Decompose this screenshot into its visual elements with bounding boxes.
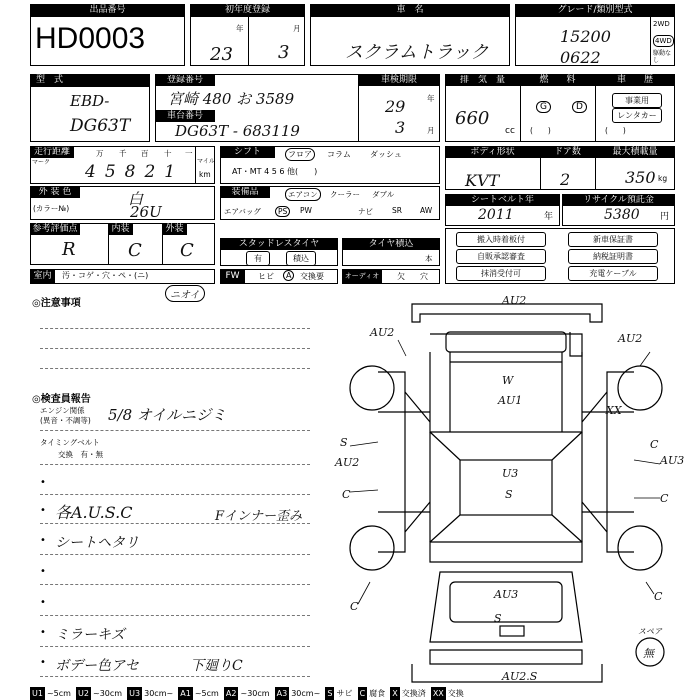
grade-2wd: 2WD [653, 20, 670, 28]
mark-c-right-1: C [660, 492, 669, 505]
model-line2: DG63T [70, 116, 131, 136]
spare-value: 無 [643, 647, 654, 660]
mark-s-left: S [340, 436, 348, 449]
interior-items: 汚・コゲ・穴・ペ・(ニ) [62, 271, 149, 280]
grade-4wd: 4WD [655, 37, 672, 45]
history-business: 事業用 [612, 93, 662, 108]
first-reg-label: 初年度登録 [190, 4, 305, 16]
inspector-extra-2: 下廻りC [190, 658, 243, 674]
legend-a1: A1 ~5cm [180, 689, 219, 698]
equipment-label: 装備品 [220, 186, 270, 198]
inspector-line-6: ミラーキズ [55, 627, 125, 643]
doc-3: 自販承認審査 [456, 249, 546, 264]
fuel-g: G [536, 101, 551, 113]
legend-x: X 交換済 [392, 689, 426, 698]
interior-note: ニオイ [165, 285, 205, 302]
mark-rear-s: S [494, 612, 502, 625]
car-name-label: 車 名 [310, 4, 510, 16]
exterior-label: 外装 [162, 223, 187, 235]
color-code: 26U [130, 203, 162, 221]
model-label: 型 式 [30, 74, 150, 86]
interior-row-label: 室内 [30, 269, 55, 283]
history-label: 車 歴 [595, 74, 675, 86]
audio-label: オーディオ [342, 269, 382, 283]
body-label: ボディ形状 [445, 146, 540, 158]
mark-bumper: AU2.S [502, 670, 538, 683]
notes-label: ◎注意事項 [32, 298, 81, 309]
mark-c-right-2: C [654, 590, 663, 603]
mark-right-panel: AU3 [660, 454, 685, 467]
history-rental: レンタカー [612, 108, 662, 123]
mark-w: W [502, 374, 514, 387]
legend-c: C 腐食 [359, 689, 386, 698]
color-box [30, 186, 215, 220]
doc-1: 搬入時着板付 [456, 232, 546, 247]
grade-label: グレード/類別型式 [515, 4, 675, 16]
mark-rear: AU3 [494, 588, 519, 601]
color-label: 外 装 色 [30, 186, 80, 198]
legend-u3: U3 30cm~ [129, 689, 174, 698]
first-reg-year: 23 [210, 44, 233, 65]
doors-value: 2 [560, 170, 571, 189]
model-line1: EBD- [70, 92, 110, 110]
mark-bed: U3 [502, 467, 519, 480]
color-value: 白 [128, 190, 144, 208]
vehicle-diagram [320, 292, 700, 686]
inspector-label: ◎検査員報告 [32, 394, 91, 405]
studless-box [220, 238, 338, 266]
legend-a3: A3 30cm~ [276, 689, 321, 698]
legend-s: S サビ [327, 689, 353, 698]
tire-label: タイヤ積込 [342, 238, 440, 250]
inspection-year: 29 [385, 97, 406, 116]
mark-xx: XX [606, 404, 622, 417]
doc-4: 納税証明書 [568, 249, 658, 264]
score-overall: R [62, 239, 76, 260]
inspector-line-7: ボデー色アセ [55, 658, 139, 674]
mark-c-left-1: C [342, 488, 351, 501]
recycle-value: 5380 [604, 207, 640, 223]
inspector-line-2: 各A.U.S.C [55, 503, 133, 522]
shift-type: AT・MT 4 5 6 他( ) [232, 167, 318, 176]
engine-note: 5/8 オイルニジミ [108, 406, 227, 424]
score-exterior: C [180, 240, 194, 261]
mark-front-right: AU2 [618, 332, 643, 345]
lot-number: HD0003 [35, 22, 146, 55]
recycle-label: リサイクル預託金 [562, 194, 675, 206]
mileage-label: 走行距離 [30, 146, 74, 158]
score-label: 参考評価点 [30, 223, 80, 235]
inspector-extra-1: Fインナー歪み [215, 509, 303, 524]
score-interior: C [128, 240, 142, 261]
interior-label: 内装 [108, 223, 133, 235]
doors-label: ドア数 [540, 146, 595, 158]
shift-floor: フロア [285, 148, 315, 161]
body-value: KVT [465, 171, 500, 190]
legend-u1: U1 ~5cm [32, 689, 71, 698]
displacement-label: 排 気 量 [445, 74, 520, 86]
shift-column: コラム [327, 150, 351, 159]
lot-label: 出品番号 [30, 4, 185, 16]
mark-roof: AU2 [502, 294, 527, 307]
grade-none: 駆動なし [653, 50, 672, 64]
seatbelt-value: 2011 [478, 207, 514, 223]
chassis-label: 車台番号 [155, 110, 215, 122]
capacity-value: 350 [625, 168, 656, 187]
reg-no-label: 登録番号 [155, 74, 215, 86]
capacity-label: 最大積載量 [595, 146, 675, 158]
mark-c-right: C [650, 438, 659, 451]
grade-value-1: 15200 [560, 27, 611, 46]
mark-cab: AU1 [498, 394, 523, 407]
mark-bed-s: S [505, 488, 513, 501]
mark-front-left: AU2 [370, 326, 395, 339]
studless-load: 積込 [286, 251, 316, 266]
fuel-label: 燃 料 [520, 74, 595, 86]
doc-2: 新車保証書 [568, 232, 658, 247]
legend-u2: U2 ~30cm [78, 689, 123, 698]
studless-yes: 有 [246, 251, 270, 266]
mark-c-left-2: C [350, 600, 359, 613]
fuel-d: D [572, 101, 587, 113]
grade-value-2: 0622 [560, 48, 601, 67]
shift-dash: ダッシュ [370, 150, 402, 159]
inspector-line-3: シートヘタリ [55, 535, 139, 551]
inspection-month: 3 [395, 118, 406, 137]
reg-no: 宮崎 480 お 3589 [168, 90, 295, 108]
legend-xx: XX 交換 [432, 689, 464, 698]
fw-label: FW [220, 269, 245, 283]
legend [30, 687, 700, 700]
mark-left-panel: AU2 [335, 456, 360, 469]
shift-label: シフト [220, 146, 275, 158]
chassis-no: DG63T - 683119 [175, 122, 300, 140]
inspection-label: 車検期限 [358, 74, 440, 86]
legend-a2: A2 ~30cm [225, 689, 270, 698]
mileage-value: 45821 [85, 162, 185, 182]
doc-5: 抹消受付可 [456, 266, 546, 281]
first-reg-month: 3 [278, 42, 290, 63]
seatbelt-label: シートベルト年 [445, 194, 560, 206]
spare-label: スペア [638, 627, 662, 636]
car-name: スクラムトラック [345, 42, 489, 63]
displacement-value: 660 [455, 108, 490, 129]
studless-label: スタッドレスタイヤ [220, 238, 338, 250]
doc-6: 充電ケーブル [568, 266, 658, 281]
